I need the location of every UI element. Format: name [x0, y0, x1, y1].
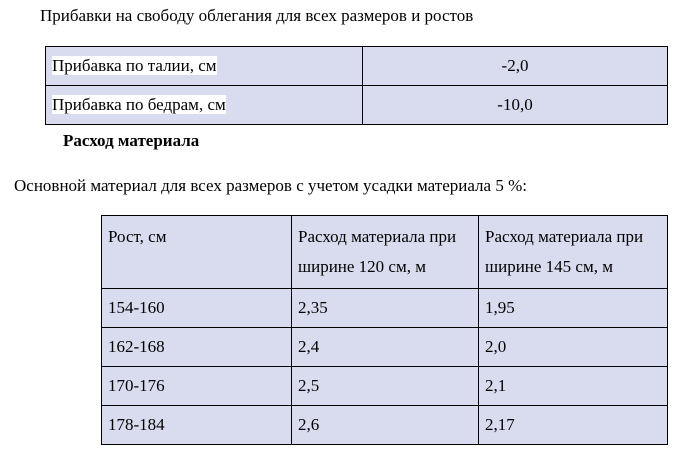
allowance-value-waist: -2,0: [363, 47, 668, 86]
allowance-value-hips: -10,0: [363, 86, 668, 125]
allowance-label-waist: Прибавка по талии, см: [46, 47, 363, 86]
intro-text: Прибавки на свободу облегания для всех размеров и ростов: [40, 6, 474, 25]
cell-width-120: 2,4: [292, 328, 479, 367]
table-row: [102, 289, 668, 328]
cell-height: 162-168: [102, 328, 292, 367]
cell-width-145: 1,95: [479, 289, 668, 328]
cell-width-120: 2,5: [292, 367, 479, 406]
header-height: Рост, см: [102, 216, 292, 289]
table-row: [46, 47, 668, 86]
table-row: [46, 86, 668, 125]
table-row: [102, 328, 668, 367]
cell-width-145: 2,17: [479, 406, 668, 445]
cell-width-120: 2,6: [292, 406, 479, 445]
cell-height: 170-176: [102, 367, 292, 406]
section-heading: Расход материала: [63, 131, 200, 150]
table-row: [102, 367, 668, 406]
cell-height: 154-160: [102, 289, 292, 328]
consumption-table: [101, 215, 668, 445]
cell-width-145: 2,1: [479, 367, 668, 406]
header-width-145: Расход материала при ширине 145 см, м: [479, 216, 668, 289]
cell-height: 178-184: [102, 406, 292, 445]
allowance-table: [45, 46, 668, 125]
header-width-120: Расход материала при ширине 120 см, м: [292, 216, 479, 289]
cell-width-145: 2,0: [479, 328, 668, 367]
main-material-note: Основной материал для всех размеров с учетом усадки материала 5 %:: [14, 176, 527, 195]
cell-width-120: 2,35: [292, 289, 479, 328]
allowance-label-hips: Прибавка по бедрам, см: [46, 86, 363, 125]
table-row: [102, 406, 668, 445]
table-header-row: [102, 216, 668, 289]
